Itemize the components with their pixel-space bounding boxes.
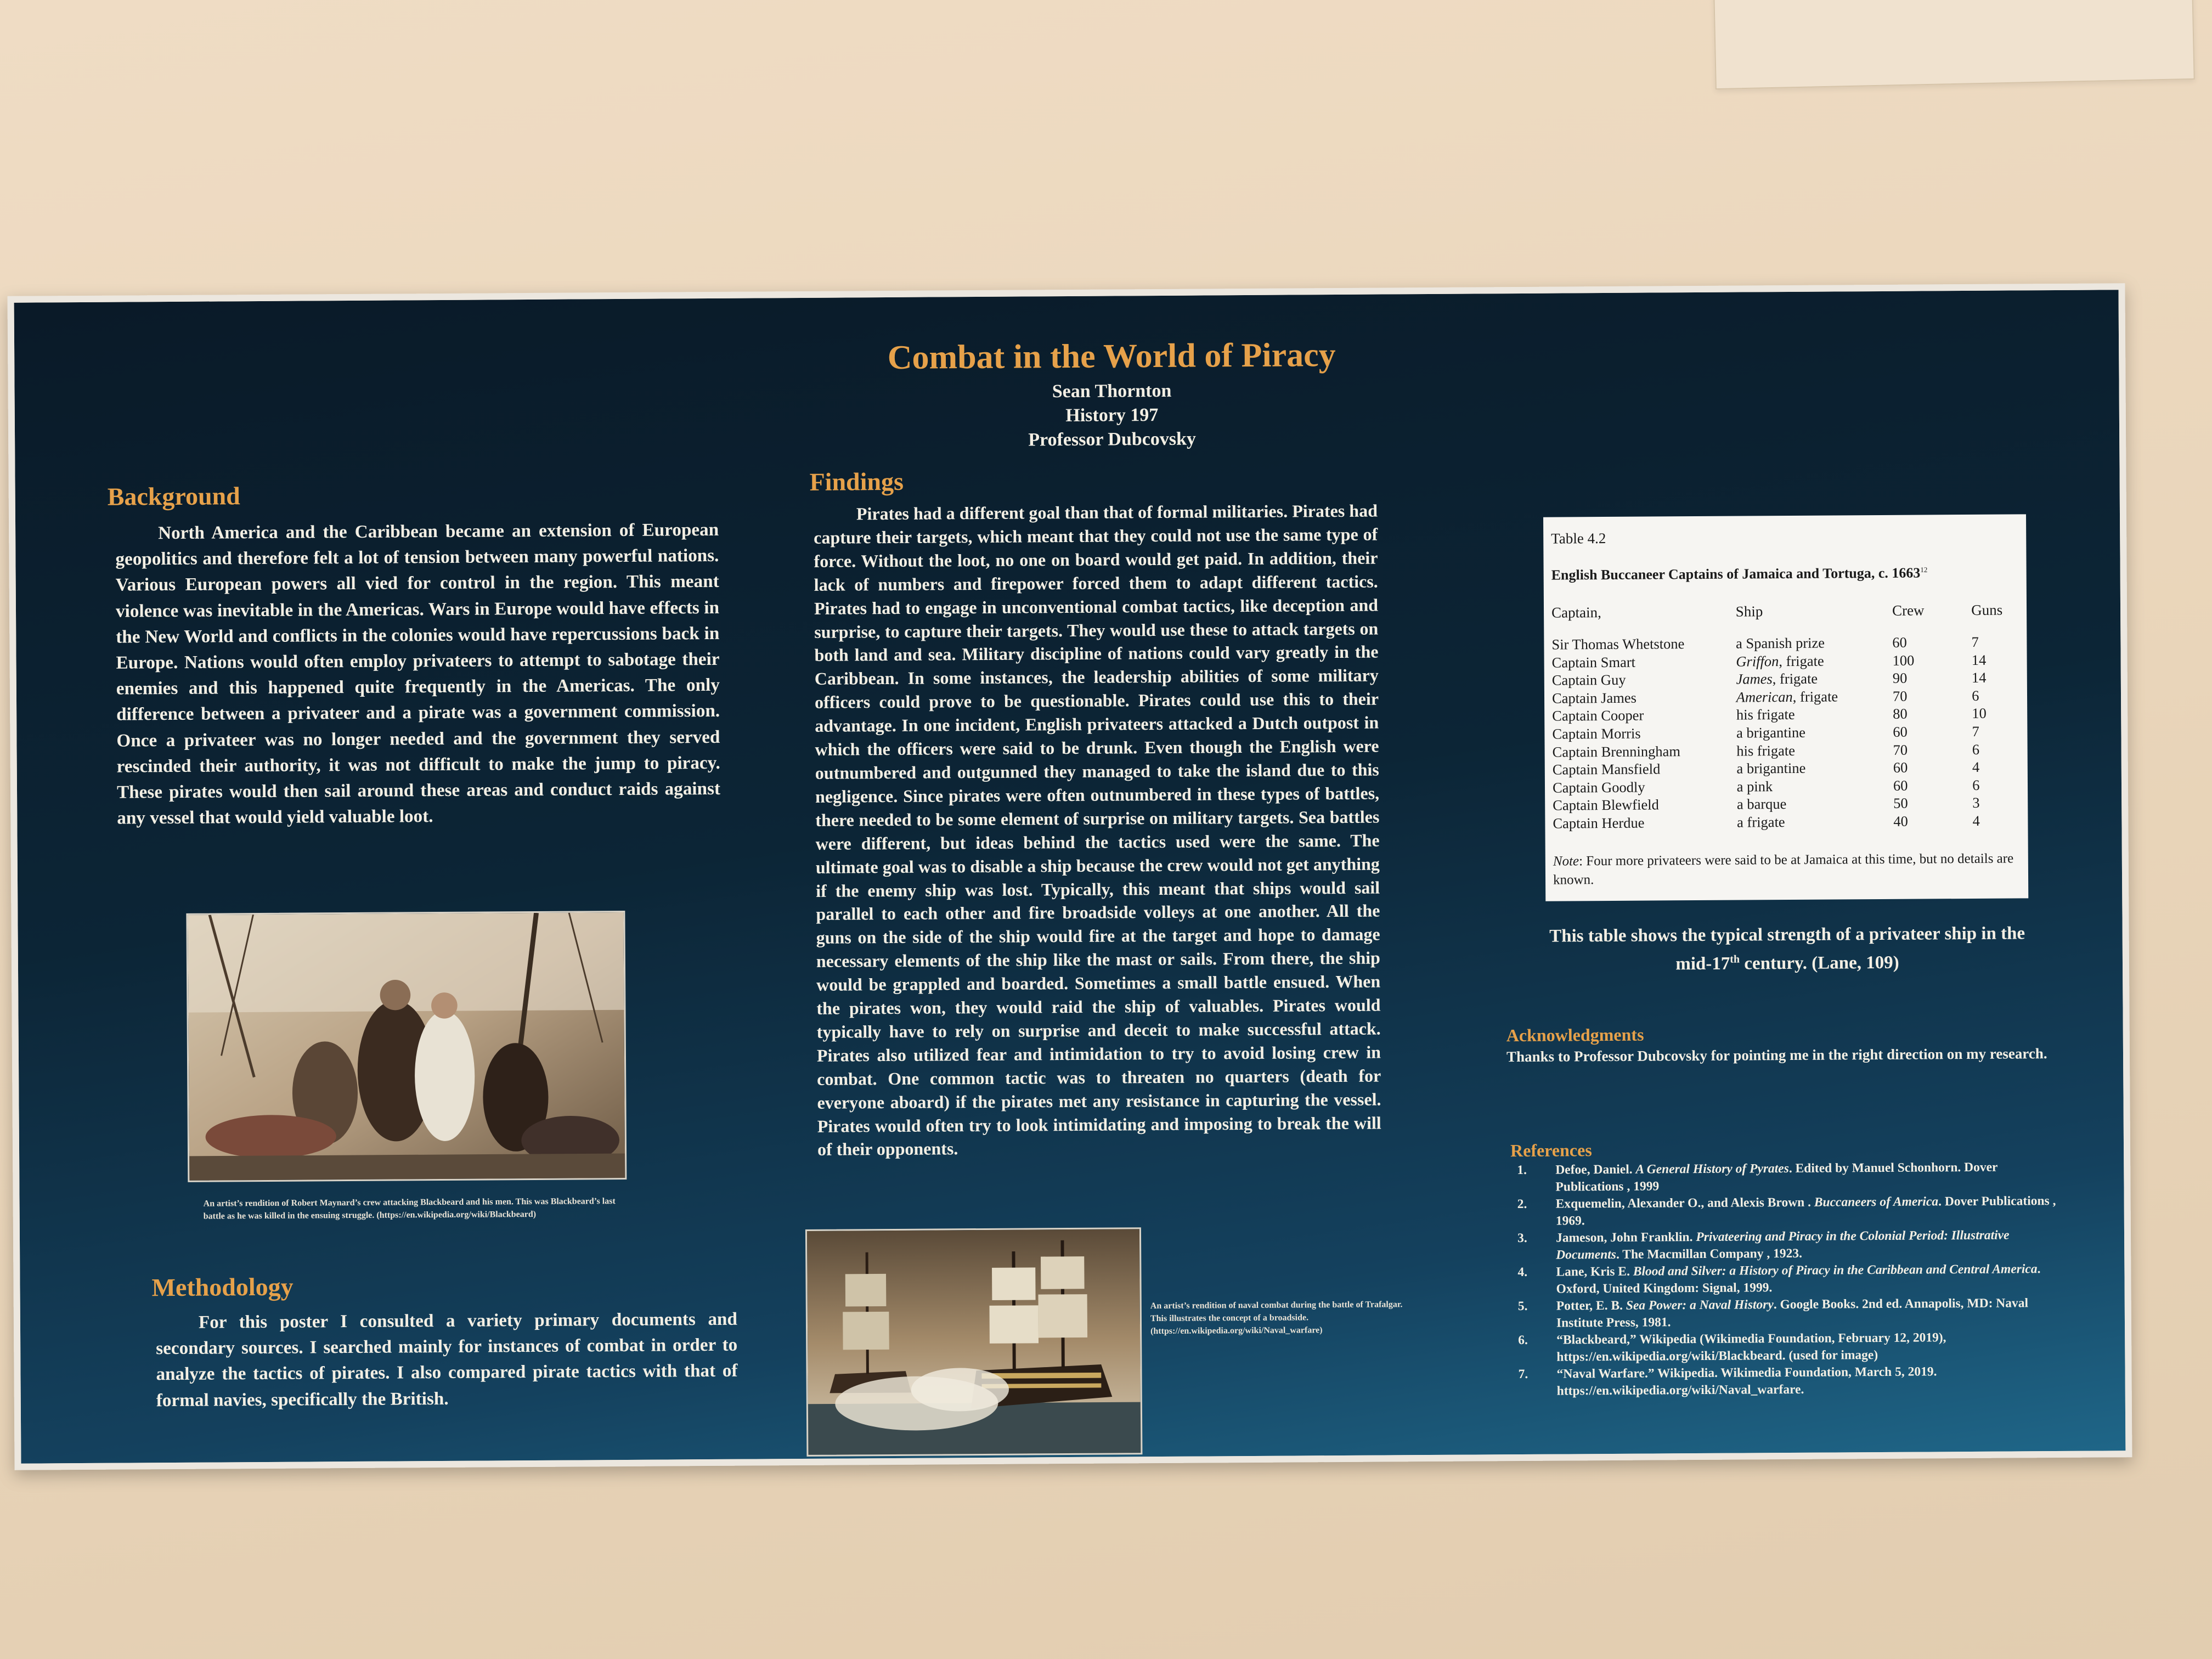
reference-title: A General History of Pyrates (1635, 1161, 1789, 1177)
table-title-footnote: 12 (1920, 565, 1928, 574)
reference-title: Blood and Silver: a History of Piracy in the Caribbean and Central America (1633, 1262, 2038, 1279)
ship-name: James (1736, 670, 1773, 687)
ship-type: a barque (1736, 795, 1787, 812)
cell-captain: Captain Morris (1552, 725, 1641, 742)
ship-name: American (1736, 688, 1793, 706)
ship-type: , frigate (1792, 688, 1838, 705)
header-ship: Ship (1735, 603, 1763, 620)
reference-text: Exquemelin, Alexander O., and Alexis Brown . (1555, 1195, 1814, 1211)
ship-type: a pink (1736, 777, 1773, 795)
cell-crew: 60 (1893, 723, 1908, 740)
reference-number: 5. (1517, 1299, 1528, 1314)
cell-ship (1737, 777, 1882, 795)
cell-ship (1736, 705, 1882, 724)
reference-text: Potter, E. B. (1556, 1298, 1626, 1313)
cell-ship (1736, 741, 1882, 760)
cell-captain: Captain Cooper (1552, 707, 1644, 724)
findings-text: Pirates had a different goal than that of formal militaries. Pirates had capture their targets, which meant that they could not use the same type of force. Without the loot, no one on board would get paid. In addition, their lack of numbers and firepower forced them to adapt different tactics. Pirates had to engage in unconventional combat tactics, like deception and surprise, to capture their targets. They would use these to attack targets on both land and sea. Military discipline of nations could vary greatly in the Caribbean. In some instances, the leadership abilities of some military officers could prove to be questionable. Pirates could use this to their advantage. In one incident, English privateers attacked a Dutch outpost in which the officers were said to be drunk. Even though the English were outnumbered and outgunned they managed to take the island due to this negligence. Since pirates were often outnumbered in these types of battles, there needed to be some element of surprise on military targets. Sea battles were different, but ideas behind the tactics used were the same. The ultimate goal was to disable a ship because the crew would not get anything if the enemy ship was lost. Typically, this meant that ships would sail parallel to each other and fire broadside volleys at one another. All the guns on the side of the ship would fire at the target and hope to damage necessary elements of the ship like the mast or sails. From there, the ship would be grappled and boarded. Sometimes a small battle ensued. When the pirates won, they would raid the ship of valuables. Pirates would typically have to rely on surprise and deceit to make successful attack. Pirates also utilized fear and intimidation to try to avoid losing crew in combat. One common tactic was to threaten no quarters (death for everyone aboard) if the pirates met any resistance in capturing the vessel. Pirates would often try to look intimidating and imposing to break the will of their opponents. (814, 500, 1381, 1160)
table-row (1552, 669, 2019, 690)
reference-text: Defoe, Daniel. (1555, 1162, 1636, 1177)
ship-type: a Spanish prize (1736, 634, 1825, 652)
table-header-row (1551, 601, 2019, 621)
cell-crew: 70 (1892, 687, 1908, 704)
reference-number: 7. (1518, 1367, 1528, 1382)
cell-ship (1737, 812, 1882, 831)
cell-crew: 70 (1893, 741, 1908, 758)
reference-title: Buccaneers of America (1814, 1194, 1939, 1210)
table-row (1553, 794, 2020, 815)
trafalgar-battle-image (805, 1227, 1143, 1457)
buccaneer-captains-table (1543, 514, 2028, 901)
cell-ship (1736, 723, 1882, 742)
cell-guns: 4 (1972, 759, 1980, 776)
table-row (1553, 776, 2020, 797)
header-captain: Captain, (1551, 604, 1601, 621)
cell-ship (1736, 687, 1882, 706)
blackbeard-battle-painting-icon (188, 912, 625, 1181)
acknowledgments-heading: Acknowledgments (1506, 1024, 1644, 1046)
references-list (1510, 1159, 2061, 1400)
cell-guns: 4 (1972, 812, 1980, 829)
blackbeard-image-caption: An artist’s rendition of Robert Maynard’s crew attacking Blackbeard and his men. This was Blackbeard’s last battle as he was killed in the ensuing struggle. (https://en.wikipedia.org/wiki/Blackbeard) (203, 1197, 616, 1221)
reference-item (1511, 1227, 2059, 1264)
reference-title: Privateering and Piracy in the Colonial Period: Illustrative Documents (1556, 1228, 2010, 1262)
wall-paper-sheet (1713, 0, 2194, 89)
reference-item (1510, 1159, 2059, 1196)
table-note-text: : Four more privateers were said to be at Jamaica at this time, but no details are known. (1553, 851, 2014, 888)
cell-crew: 60 (1892, 634, 1907, 651)
table-body (1551, 633, 2020, 832)
cell-guns: 7 (1971, 633, 1979, 650)
cell-captain: Sir Thomas Whetstone (1551, 635, 1685, 653)
table-note (1553, 849, 2021, 889)
reference-publisher: . Edited by Manuel Schonhorn. Dover Publications , 1999 (1555, 1160, 1998, 1194)
table-description-line2 (1499, 945, 2075, 977)
table-description (1499, 921, 2076, 977)
cell-ship (1736, 634, 1881, 652)
table-row (1553, 740, 2020, 761)
cell-crew: 40 (1893, 812, 1908, 830)
ship-type: a brigantine (1736, 724, 1806, 741)
findings-heading: Findings (809, 467, 904, 496)
reference-item (1511, 1261, 2059, 1298)
reference-item (1511, 1193, 2059, 1230)
reference-publisher: . Oxford, United Kingdom: Signal, 1999. (1556, 1262, 2041, 1296)
reference-number: 3. (1517, 1231, 1527, 1246)
poster-professor: Professor Dubcovsky (1028, 428, 1197, 450)
reference-number: 4. (1517, 1265, 1528, 1280)
cell-guns: 6 (1972, 687, 1979, 704)
table-title-text: English Buccaneer Captains of Jamaica and Tortuga, c. 1663 (1551, 565, 1921, 583)
reference-number: 6. (1518, 1333, 1528, 1348)
ship-type: a frigate (1737, 813, 1785, 831)
cell-crew: 60 (1893, 777, 1908, 794)
table-row (1553, 758, 2020, 779)
trafalgar-naval-battle-painting-icon (807, 1229, 1141, 1455)
table-title (1551, 564, 2019, 583)
ship-type: , frigate (1779, 652, 1824, 669)
cell-guns: 14 (1971, 669, 1987, 686)
table-description-post: century. (Lane, 109) (1739, 952, 1899, 974)
table-row (1552, 704, 2019, 725)
ship-name: Griffon (1736, 652, 1779, 670)
table-row (1552, 722, 2019, 743)
table-description-sup: th (1730, 953, 1740, 966)
background-text: North America and the Caribbean became an extension of European geopolitics and therefore felt a lot of tension between many powerful nations. Various European powers all vied for control in the region. This meant violence was inevitable in the Americas. Wars in Europe would have effects in the New World and conflicts in the colonies would have repercussions back in Europe. Nations would often employ privateers to attempt to sabotage their enemies and this happened quite frequently in the Americas. The only difference between a privateer and a pirate was a government commission. Once a privateer was no longer needed and the government they served rescinded their authority, it was not difficult to make the jump to piracy. These pirates would then sail around these areas and conduct raids against any vessel that would yield valuable loot. (115, 519, 721, 828)
reference-text: Jameson, John Franklin. (1555, 1230, 1696, 1245)
ship-type: , frigate (1772, 670, 1818, 687)
header-guns: Guns (1971, 601, 2003, 618)
background-heading: Background (107, 482, 240, 511)
reference-text: “Blackbeard,” Wikipedia (Wikimedia Foundation, February 12, 2019), https://en.wikipedia.org/wiki/Blackbeard. (used for image) (1556, 1330, 1946, 1364)
reference-text: “Naval Warfare.” Wikipedia. Wikimedia Foundation, March 5, 2019. https://en.wikipedia.org/wiki/Naval_warfare. (1556, 1364, 1937, 1398)
table-row (1552, 686, 2019, 707)
reference-publisher: . Dover Publications , 1969. (1555, 1194, 2056, 1228)
ship-type: a brigantine (1736, 759, 1806, 777)
cell-captain: Captain Goodly (1552, 778, 1645, 796)
cell-captain: Captain Smart (1551, 653, 1636, 671)
poster-course: History 197 (1065, 404, 1159, 426)
ship-type: his frigate (1736, 706, 1795, 723)
cell-guns: 3 (1972, 794, 1980, 811)
reference-title: Sea Power: a Naval History (1626, 1297, 1774, 1313)
table-row (1551, 633, 2019, 653)
table-row (1553, 811, 2020, 832)
cell-captain: Captain James (1551, 689, 1637, 707)
poster-author: Sean Thornton (1052, 380, 1172, 402)
table-description-pre: mid-17 (1675, 953, 1730, 974)
reference-text: Lane, Kris E. (1556, 1264, 1633, 1279)
reference-number: 1. (1517, 1163, 1527, 1178)
header-crew: Crew (1892, 602, 1925, 619)
cell-crew: 100 (1892, 652, 1915, 669)
cell-crew: 90 (1892, 669, 1908, 687)
cell-guns: 6 (1972, 776, 1980, 793)
cell-captain: Captain Herdue (1553, 814, 1645, 832)
cell-ship (1737, 794, 1882, 813)
cell-guns: 10 (1972, 705, 1987, 722)
reference-publisher: . The Macmillan Company , 1923. (1616, 1246, 1803, 1262)
poster-title: Combat in the World of Piracy (887, 336, 1336, 377)
cell-captain: Captain Brenningham (1552, 742, 1681, 760)
table-description-line1: This table shows the typical strength of a privateer ship in the (1549, 923, 2025, 946)
table-note-label: Note (1553, 853, 1579, 869)
cell-guns: 6 (1972, 741, 1980, 758)
reference-publisher: . Google Books. 2nd ed. Annapolis, MD: Naval Institute Press, 1981. (1556, 1296, 2029, 1330)
cell-crew: 80 (1893, 706, 1908, 723)
table-row (1552, 651, 2019, 672)
cell-guns: 14 (1971, 651, 1987, 668)
cell-captain: Captain Mansfield (1552, 760, 1661, 778)
references-heading: References (1510, 1140, 1592, 1161)
trafalgar-image-caption: An artist’s rendition of naval combat during the battle of Trafalgar. This illustrates the concept of a broadside. (https://en.wikipedia.org/wiki/Naval_warfare) (1150, 1300, 1403, 1336)
cell-guns: 7 (1972, 723, 1979, 740)
methodology-text: For this poster I consulted a variety primary documents and secondary sources. I searched mainly for instances of combat in order to analyze the tactics of pirates. I also compared pirate tactics with that of formal navies, specifically the British. (156, 1308, 738, 1410)
reference-item (1511, 1329, 2060, 1366)
reference-number: 2. (1517, 1197, 1527, 1212)
reference-item (1511, 1295, 2060, 1332)
cell-crew: 50 (1893, 795, 1908, 812)
methodology-heading: Methodology (151, 1272, 294, 1302)
cell-ship (1736, 652, 1881, 670)
cell-ship (1736, 759, 1882, 777)
table-label: Table 4.2 (1551, 530, 1606, 547)
reference-item (1511, 1363, 2060, 1400)
cell-captain: Captain Guy (1551, 671, 1626, 689)
cell-captain: Captain Blewfield (1553, 796, 1659, 814)
cell-crew: 60 (1893, 759, 1908, 776)
acknowledgments-text: Thanks to Professor Dubcovsky for pointing me in the right direction on my research. (1506, 1045, 2047, 1065)
research-poster (7, 283, 2132, 1470)
ship-type: his frigate (1736, 742, 1796, 759)
blackbeard-battle-image (186, 911, 627, 1182)
cell-ship (1736, 669, 1881, 688)
